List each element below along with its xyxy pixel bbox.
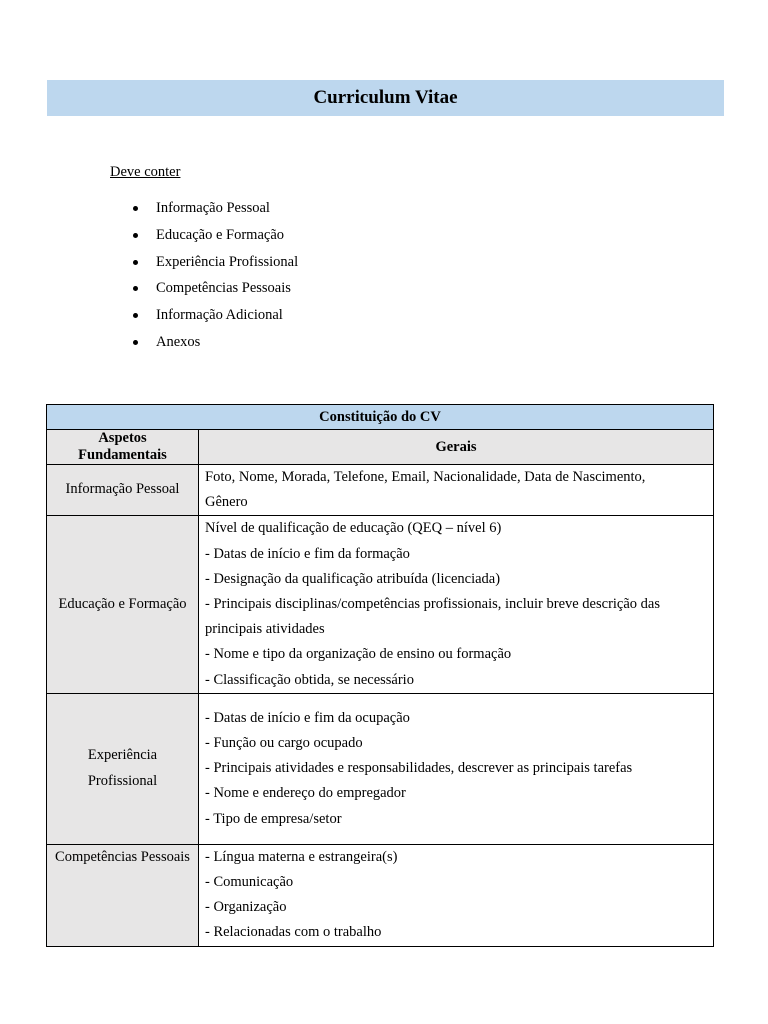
detail-line: principais atividades — [205, 621, 325, 638]
detail-line: - Comunicação — [205, 874, 294, 891]
table-row — [47, 693, 714, 844]
detail-line: - Língua materna e estrangeira(s) — [205, 848, 398, 865]
detail-line: - Nome e endereço do empregador — [205, 785, 406, 802]
aspect-label-line: Profissional — [87, 772, 158, 789]
detail-line: - Relacionadas com o trabalho — [205, 924, 382, 941]
table-row — [47, 465, 714, 516]
bullet-icon — [133, 313, 138, 318]
detail-line: - Organização — [205, 899, 287, 916]
list-item — [110, 329, 298, 356]
details-cell — [199, 465, 714, 516]
aspect-cell: Competências Pessoais — [47, 844, 199, 946]
column-header-general: Gerais — [199, 430, 714, 465]
bullet-icon — [133, 233, 138, 238]
title-banner — [47, 80, 724, 116]
bullet-icon — [133, 206, 138, 211]
detail-line: - Principais atividades e responsabilidades, descrever as principais tarefas — [205, 760, 633, 777]
detail-line: - Tipo de empresa/setor — [205, 810, 342, 827]
detail-line: - Classificação obtida, se necessário — [205, 671, 414, 688]
bullet-icon — [133, 340, 138, 345]
list-item — [110, 275, 298, 302]
aspect-cell: Informação Pessoal — [47, 465, 199, 516]
must-contain-list — [110, 195, 298, 356]
intro-heading: Deve conter — [110, 164, 181, 180]
detail-line: - Principais disciplinas/competências profissionais, incluir breve descrição das — [205, 596, 661, 613]
table-caption: Constituição do CV — [47, 405, 714, 430]
details-cell — [199, 844, 714, 946]
detail-line: - Datas de início e fim da ocupação — [205, 709, 410, 726]
detail-line: Nível de qualificação de educação (QEQ – nível 6) — [205, 520, 502, 537]
list-item-label: Experiência Profissional — [156, 253, 299, 270]
table-caption-row — [47, 405, 714, 430]
list-item — [110, 249, 298, 276]
table-row — [47, 516, 714, 693]
page-title: Curriculum Vitae — [313, 87, 458, 108]
list-item-label: Anexos — [156, 333, 201, 350]
list-item-label: Competências Pessoais — [156, 280, 291, 297]
detail-line: - Designação da qualificação atribuída (licenciada) — [205, 570, 501, 587]
detail-line: - Função ou cargo ocupado — [205, 735, 363, 752]
table-row — [47, 844, 714, 946]
detail-line: - Nome e tipo da organização de ensino ou formação — [205, 646, 512, 663]
list-item — [110, 195, 298, 222]
list-item-label: Informação Adicional — [156, 307, 283, 324]
aspect-cell: Educação e Formação — [47, 516, 199, 693]
column-header-aspects: Aspetos Fundamentais — [47, 430, 199, 465]
details-cell — [199, 516, 714, 693]
aspect-label-line: Experiência — [87, 747, 158, 764]
aspect-cell — [47, 693, 199, 844]
detail-line: Foto, Nome, Morada, Telefone, Email, Nacionalidade, Data de Nascimento, — [205, 469, 646, 485]
bullet-icon — [133, 286, 138, 291]
list-item-label: Informação Pessoal — [156, 200, 270, 216]
list-item — [110, 302, 298, 329]
detail-line: - Datas de início e fim da formação — [205, 545, 410, 562]
list-item-label: Educação e Formação — [156, 226, 285, 243]
detail-line: Gênero — [205, 494, 248, 511]
list-item — [110, 222, 298, 249]
cv-composition-table — [46, 404, 714, 947]
details-cell — [199, 693, 714, 844]
bullet-icon — [133, 260, 138, 265]
table-header-row — [47, 430, 714, 465]
